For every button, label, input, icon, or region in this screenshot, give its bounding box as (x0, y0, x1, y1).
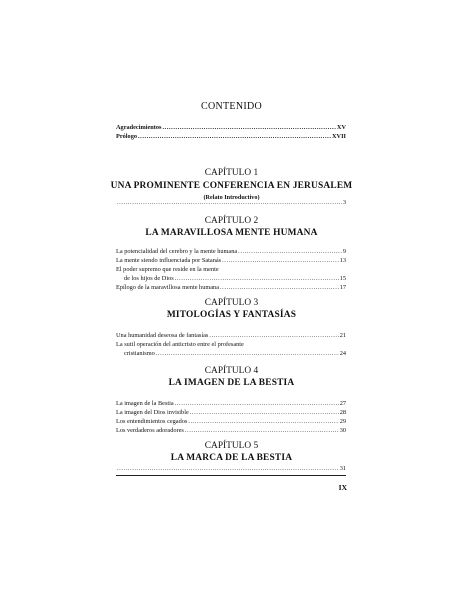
chapter-4-title: LA IMAGEN DE LA BESTIA (168, 378, 295, 388)
chapter-3-title: MITOLOGÍAS Y FANTASÍAS (166, 310, 297, 320)
chapter-4-entry-2 (116, 408, 346, 417)
leader-dots (185, 426, 339, 435)
chapter-2-entry-4 (116, 283, 346, 292)
chapter-1-entry (116, 198, 346, 207)
page-number: IX (338, 483, 347, 492)
leader-dots (222, 256, 339, 265)
entry-page: XV (336, 124, 346, 131)
entry-title: Agradecimientos (116, 124, 162, 131)
chapter-1-subtitle: (Relato Introductivo) (203, 194, 260, 201)
leader-dots (138, 132, 331, 141)
entry-title: Una humanidad deseosa de fantasías (116, 332, 209, 339)
entry-title: Prólogo (116, 133, 137, 140)
entry-page: 21 (339, 332, 346, 339)
entry-title: La potencialidad del cerebro y la mente humana (116, 248, 238, 255)
entry-page: 9 (342, 248, 346, 255)
entry-title: Los verdaderos adoradores (116, 427, 184, 434)
chapter-1-title: UNA PROMINENTE CONFERENCIA EN JERUSALEM (110, 181, 353, 191)
chapter-4-entry-1 (116, 399, 346, 408)
toc-entry-agradecimientos (116, 123, 346, 132)
chapter-2-entry-3-title: El poder supremo que reside en la mente (116, 266, 219, 273)
entry-title: La mente siendo influenciada por Satanás (116, 257, 222, 264)
chapter-2-title: LA MARAVILLOSA MENTE HUMANA (145, 228, 318, 238)
chapter-5-number: CAPÍTULO 5 (204, 441, 259, 451)
chapter-3-entry-2-title: La sutil operación del anticristo entre el profesante (116, 341, 244, 348)
chapter-4-entry-3 (116, 417, 346, 426)
toc-entry-prologo (116, 132, 346, 141)
leader-dots (188, 417, 338, 426)
leader-dots (190, 408, 339, 417)
leader-dots (220, 283, 339, 292)
chapter-4-entry-4 (116, 426, 346, 435)
contents-title: CONTENIDO (200, 101, 263, 112)
entry-page: 17 (339, 284, 346, 291)
entry-page: 29 (339, 418, 346, 425)
leader-dots (209, 331, 338, 340)
entry-page: 28 (339, 409, 346, 416)
chapter-2-entry-3 (124, 274, 346, 283)
footer-rule (116, 475, 346, 476)
leader-dots (117, 464, 339, 473)
chapter-3-number: CAPÍTULO 3 (204, 298, 259, 308)
entry-page: 30 (339, 427, 346, 434)
leader-dots (117, 198, 342, 207)
entry-title: La imagen del Dios invisible (116, 409, 189, 416)
chapter-2-entry-2 (116, 256, 346, 265)
chapter-2-entry-1 (116, 247, 346, 256)
chapter-5-title: LA MARCA DE LA BESTIA (170, 453, 293, 463)
entry-page: 13 (339, 257, 346, 264)
entry-title: Epílogo de la maravillosa mente humana (116, 284, 219, 291)
chapter-3-entry-2 (124, 349, 346, 358)
leader-dots (238, 247, 342, 256)
entry-page: 31 (339, 465, 346, 472)
entry-continuation: de los hijos de Dios (124, 275, 174, 282)
chapter-5-entry (116, 464, 346, 473)
entry-title: La imagen de la Bestia (116, 400, 174, 407)
chapter-1-number: CAPÍTULO 1 (204, 168, 259, 178)
entry-title: Los entendimientos cegados (116, 418, 188, 425)
leader-dots (156, 349, 339, 358)
leader-dots (162, 123, 335, 132)
entry-page: XVII (332, 133, 346, 140)
chapter-2-number: CAPÍTULO 2 (204, 216, 259, 226)
entry-page: 27 (339, 400, 346, 407)
entry-page: 24 (339, 350, 346, 357)
chapter-3-entry-1 (116, 331, 346, 340)
entry-continuation: cristianismo (124, 350, 155, 357)
chapter-4-number: CAPÍTULO 4 (204, 366, 259, 376)
entry-page: 3 (342, 199, 346, 206)
entry-page: 15 (339, 275, 346, 282)
leader-dots (175, 399, 339, 408)
leader-dots (175, 274, 339, 283)
